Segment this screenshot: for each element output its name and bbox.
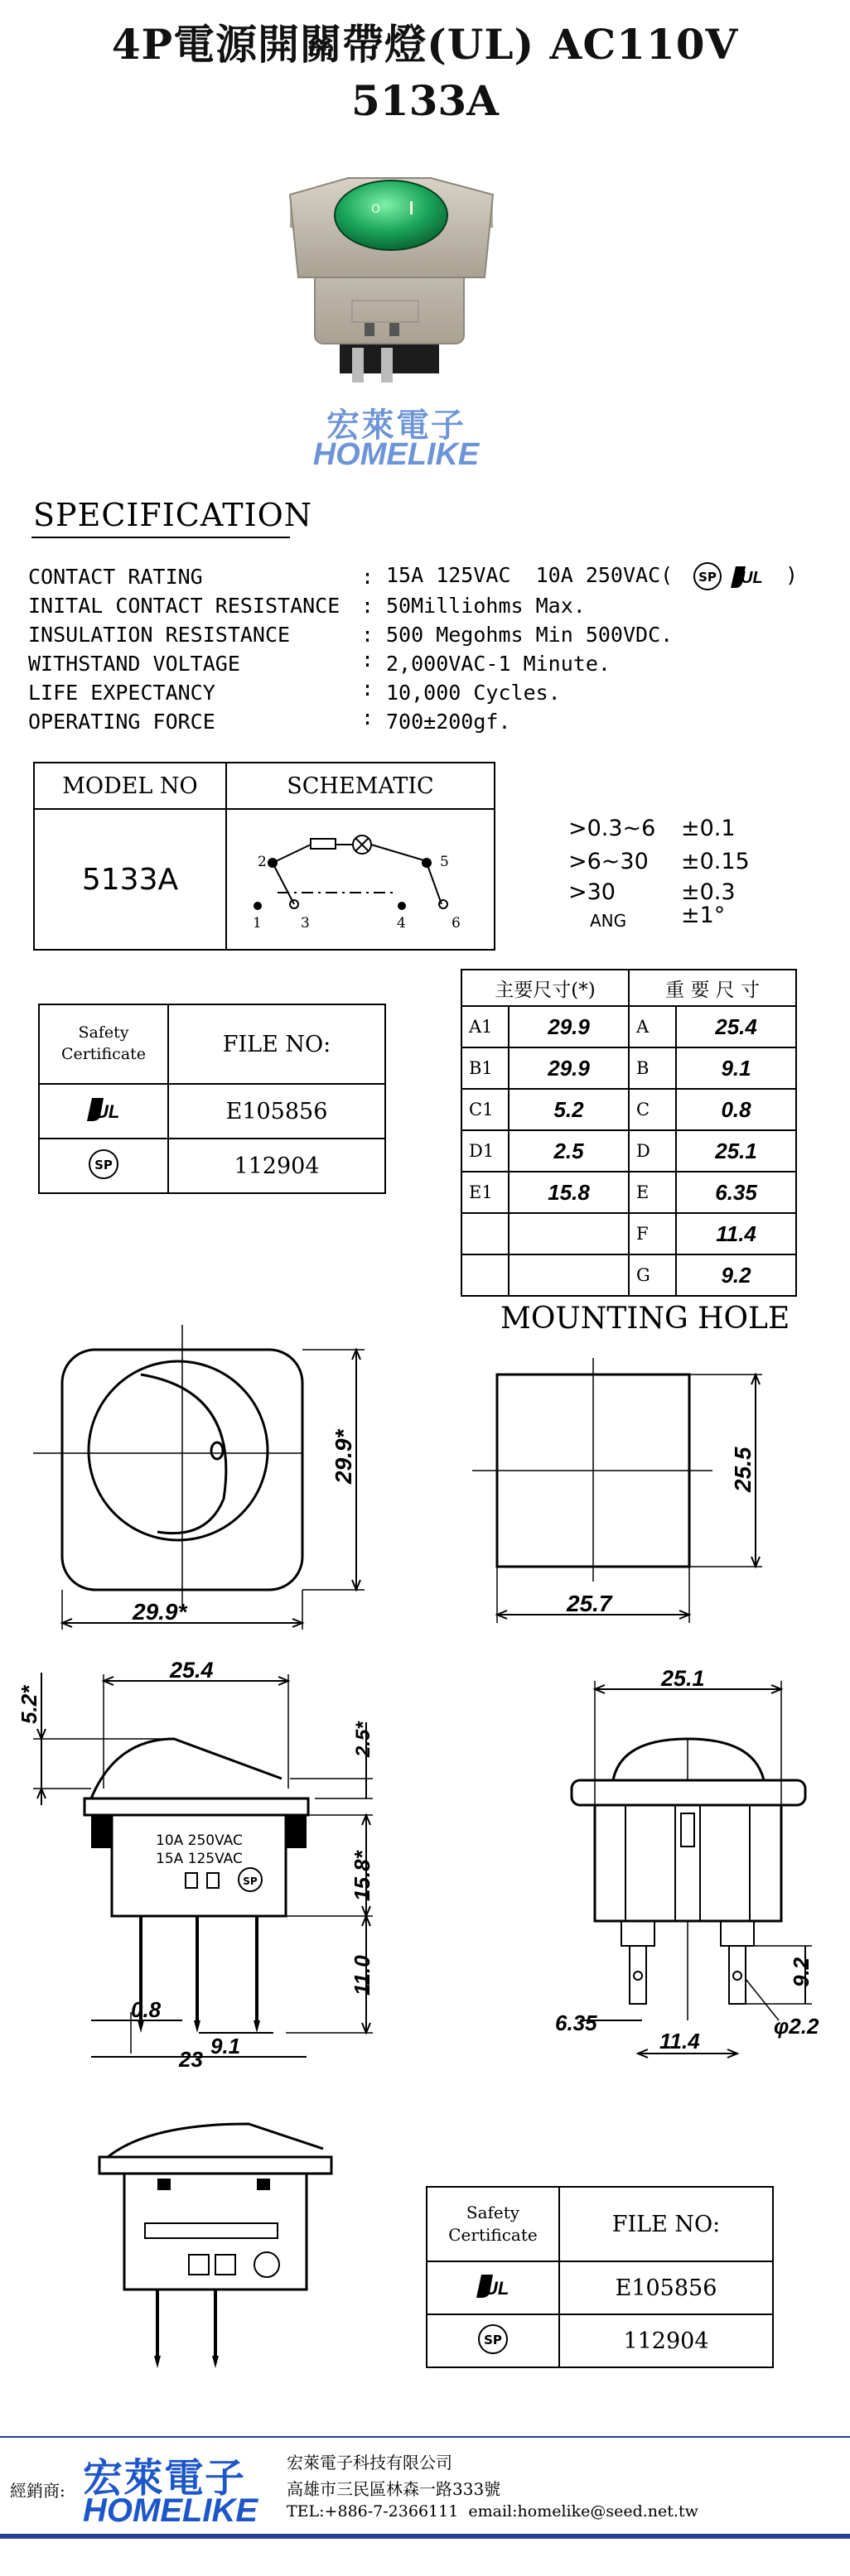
dim-label <box>461 1213 509 1254</box>
dim-label: G <box>629 1254 676 1296</box>
csa-cell <box>427 2314 559 2367</box>
tolerance-value: ±0.1 <box>681 816 736 841</box>
hole-height-label: 25.5 <box>730 1447 756 1492</box>
safety-table-bottom <box>426 2186 774 2368</box>
spec-label: INITAL CONTACT RESISTANCE <box>28 594 340 618</box>
dim-value: 0.8 <box>676 1089 796 1130</box>
dim-label: E <box>629 1172 676 1213</box>
safety-header: Safety Certificate <box>39 1004 168 1084</box>
dim-value: 5.2 <box>509 1089 629 1130</box>
front-height-label: 29.9* <box>331 1429 356 1484</box>
pin-label: 6 <box>452 915 461 932</box>
dim-value <box>509 1213 629 1254</box>
svg-text:SP: SP <box>484 2333 502 2347</box>
ul-file-number: E105856 <box>168 1084 385 1139</box>
csa-cell <box>39 1139 168 1193</box>
dim-label <box>461 1254 509 1296</box>
dim-value: 29.9 <box>509 1006 629 1047</box>
side-c1-label: 5.2* <box>17 1685 41 1724</box>
spec-value: 700±200gf. <box>386 710 511 734</box>
spec-label: WITHSTAND VOLTAGE <box>28 652 240 676</box>
mounting-hole-drawing <box>464 1358 779 1639</box>
mounting-hole-title: MOUNTING HOLE <box>500 1302 790 1336</box>
rating-cert-icons <box>693 558 792 595</box>
footer-logo-english: HOMELIKE <box>83 2492 258 2529</box>
model-table <box>33 762 495 951</box>
end-top-label: 25.1 <box>661 1666 705 1691</box>
tolerance-value: ±0.3 <box>681 879 736 905</box>
end-f-label: 11.4 <box>659 2029 700 2054</box>
spec-label: CONTACT RATING <box>28 565 203 589</box>
company-contact: TEL:+886-7-2366111 email:homelike@seed.net.tw <box>287 2502 698 2521</box>
side-top-label: 25.4 <box>170 1658 214 1683</box>
side-h-label: 11.0 <box>350 1955 374 1996</box>
model-no-header: MODEL NO <box>34 763 226 809</box>
pin-label: 2 <box>258 854 267 870</box>
pin-label: 4 <box>397 915 406 932</box>
svg-text:SP: SP <box>243 1875 258 1887</box>
dim-label: D1 <box>461 1130 509 1172</box>
dim-value: 9.1 <box>676 1047 796 1089</box>
dim-value: 11.4 <box>676 1213 796 1254</box>
spec-value: 10,000 Cycles. <box>386 681 561 705</box>
side-total-label: 23 <box>179 2047 203 2070</box>
svg-text:SP: SP <box>94 1158 113 1172</box>
distributor-label: 經銷商: <box>10 2481 65 2501</box>
spec-value: 500 Megohms Min 500VDC. <box>386 623 674 647</box>
dim-label: F <box>629 1213 676 1254</box>
footer-rule-top <box>0 2436 850 2438</box>
dim-value: 6.35 <box>676 1172 796 1213</box>
ul-icon: UL <box>741 569 763 587</box>
pin-label: 5 <box>440 854 449 870</box>
pin-label: 3 <box>301 915 310 932</box>
page-title: 4P電源開關帶燈(UL) AC110V <box>111 20 739 69</box>
schematic-cell <box>226 809 495 950</box>
ul-cell <box>39 1084 168 1139</box>
svg-text:O: O <box>371 203 381 216</box>
side-view-drawing <box>8 1656 406 2070</box>
rating-close-paren: ) <box>785 563 799 587</box>
spec-value: 50Milliohms Max. <box>386 594 586 618</box>
end-e-label: 6.35 <box>555 2010 597 2035</box>
file-no-header: FILE NO: <box>559 2187 773 2261</box>
side-rating-label: 15A 125VAC <box>156 1851 243 1867</box>
end-g-label: 9.2 <box>789 1957 814 1987</box>
specification-underline <box>31 537 290 538</box>
tolerance-range: >30 <box>568 879 616 905</box>
dim-value: 9.2 <box>676 1254 796 1296</box>
spec-value: 15A 125VAC 10A 250VAC( <box>386 563 674 587</box>
dim-value: 25.4 <box>676 1006 796 1047</box>
pin-label: 1 <box>253 915 262 932</box>
dim-label: A1 <box>461 1006 509 1047</box>
tolerance-value: ±0.15 <box>681 849 750 874</box>
front-view-drawing <box>33 1325 381 1639</box>
csa-icon: SP <box>698 570 717 585</box>
side-c-label: 0.8 <box>131 1997 162 2022</box>
dim-value: 2.5 <box>509 1130 629 1172</box>
dim-label: C1 <box>461 1089 509 1130</box>
safety-table-top <box>38 1004 386 1194</box>
dim-value: 29.9 <box>509 1047 629 1089</box>
spec-label: OPERATING FORCE <box>28 710 215 734</box>
csa-file-number: 112904 <box>168 1139 385 1193</box>
front-width-label: 29.9* <box>133 1599 187 1625</box>
safety-header: Safety Certificate <box>427 2187 559 2261</box>
model-title: 5133A <box>351 76 499 125</box>
tolerance-range: >0.3~6 <box>568 816 656 841</box>
spec-label: LIFE EXPECTANCY <box>28 681 215 705</box>
bottom-side-drawing <box>83 2116 348 2389</box>
side-rating-label: 10A 250VAC <box>156 1832 243 1849</box>
svg-text:UL: UL <box>485 2278 510 2299</box>
dim-value <box>509 1254 629 1296</box>
dimension-table <box>461 969 797 1297</box>
side-d1-label: 2.5* <box>352 1721 374 1757</box>
ul-file-number: E105856 <box>559 2261 773 2314</box>
tolerance-range: >6~30 <box>568 849 649 874</box>
dim-label: D <box>629 1130 676 1172</box>
csa-icon <box>475 2321 511 2357</box>
dim-value: 15.8 <box>509 1172 629 1213</box>
dim-label: C <box>629 1089 676 1130</box>
ul-icon <box>82 1093 125 1126</box>
footer-logo-chinese: 宏萊電子 <box>83 2455 246 2501</box>
dim-label: E1 <box>461 1172 509 1213</box>
dim-header-main: 主要尺寸(*) <box>461 970 629 1006</box>
file-no-header: FILE NO: <box>168 1004 385 1084</box>
svg-text:UL: UL <box>95 1101 120 1122</box>
csa-icon <box>85 1146 122 1182</box>
tolerance-value: ±1° <box>681 903 726 928</box>
schematic-diagram <box>228 811 493 944</box>
dim-label: A <box>629 1006 676 1047</box>
company-address: 高雄市三民區林森一路333號 <box>287 2479 501 2499</box>
ul-icon <box>471 2270 514 2303</box>
dim-label: B1 <box>461 1047 509 1089</box>
spec-value: 2,000VAC-1 Minute. <box>386 652 611 676</box>
csa-file-number: 112904 <box>559 2314 773 2367</box>
dim-label: B <box>629 1047 676 1089</box>
side-e1-label: 15.8* <box>350 1851 374 1901</box>
schematic-header: SCHEMATIC <box>226 763 495 809</box>
logo-chinese: 宏萊電子 <box>326 407 466 445</box>
tolerance-range: ANG <box>590 911 627 931</box>
product-photo <box>273 161 522 410</box>
ul-cell <box>427 2261 559 2314</box>
end-diameter-label: φ2.2 <box>774 2014 819 2039</box>
dim-value: 25.1 <box>676 1130 796 1172</box>
end-view-drawing <box>464 1656 828 2070</box>
company-name: 宏萊電子科技有限公司 <box>287 2453 452 2472</box>
footer-rule-bottom <box>0 2534 850 2539</box>
side-b-label: 9.1 <box>210 2034 241 2058</box>
spec-label: INSULATION RESISTANCE <box>28 623 291 647</box>
hole-width-label: 25.7 <box>567 1591 612 1616</box>
model-number: 5133A <box>34 809 226 950</box>
specification-title: SPECIFICATION <box>33 497 313 533</box>
dim-header-important: 重 要 尺 寸 <box>629 970 796 1006</box>
logo-english: HOMELIKE <box>312 437 480 472</box>
